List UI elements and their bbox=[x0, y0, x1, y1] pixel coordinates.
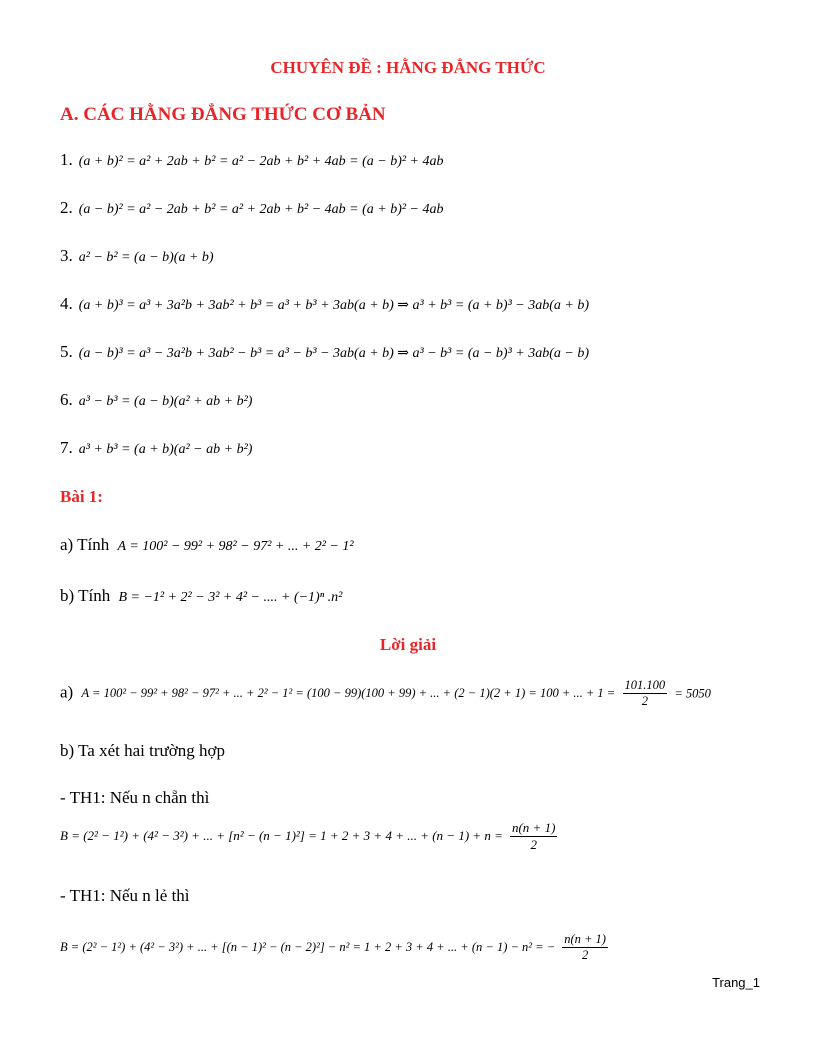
identity-7 bbox=[60, 438, 252, 458]
fraction-numerator: n(n + 1) bbox=[564, 932, 606, 946]
fraction-denominator: 2 bbox=[581, 948, 589, 962]
case-2-expression: B = (2² − 1²) + (4² − 3²) + ... + [(n − 1)² − (n − 2)²] − n² = 1 + 2 + 3 + 4 + ... + (n − 1) − n² = − bbox=[60, 940, 556, 955]
identity-number: 4. bbox=[60, 294, 73, 313]
exercise-a-expression: A = 100² − 99² + 98² − 97² + ... + 2² − 1² bbox=[117, 539, 354, 554]
identity-number: 1. bbox=[60, 150, 73, 169]
solution-a-label: a) bbox=[60, 682, 74, 702]
exercise-b-label: b) Tính bbox=[60, 586, 111, 605]
identity-number: 5. bbox=[60, 342, 73, 361]
fraction-numerator: 101.100 bbox=[624, 678, 666, 692]
identity-expression: a² − b² = (a − b)(a + b) bbox=[78, 250, 214, 265]
identity-number: 6. bbox=[60, 390, 73, 409]
solution-part-a bbox=[60, 678, 711, 709]
exercise-part-b bbox=[60, 586, 342, 606]
fraction-denominator: 2 bbox=[641, 694, 648, 708]
identity-expression: (a − b)² = a² − 2ab + b² = a² + 2ab + b² − 4ab = (a + b)² − 4ab bbox=[78, 202, 444, 217]
fraction-denominator: 2 bbox=[530, 837, 537, 852]
identity-expression: a³ + b³ = (a + b)(a² − ab + b²) bbox=[78, 442, 253, 457]
page-title: CHUYÊN ĐỀ : HẰNG ĐẲNG THỨC bbox=[270, 58, 546, 77]
case-1-formula bbox=[60, 820, 560, 853]
solution-a-result: = 5050 bbox=[674, 686, 711, 701]
exercise-a-label: a) Tính bbox=[60, 535, 110, 554]
page-number: Trang_1 bbox=[712, 975, 760, 990]
identity-number: 7. bbox=[60, 438, 73, 457]
exercise-title: Bài 1: bbox=[60, 487, 103, 506]
case-2-label: - TH1: Nếu n lẻ thì bbox=[60, 886, 190, 905]
case-2-fraction bbox=[562, 932, 608, 963]
identity-2 bbox=[60, 198, 444, 218]
identity-expression: (a + b)² = a² + 2ab + b² = a² − 2ab + b² + 4ab = (a − b)² + 4ab bbox=[78, 154, 444, 169]
identity-3 bbox=[60, 246, 214, 266]
fraction-numerator: n(n + 1) bbox=[511, 820, 556, 835]
case-1-expression: B = (2² − 1²) + (4² − 3²) + ... + [n² − (n − 1)²] = 1 + 2 + 3 + 4 + ... + (n − 1) + n = bbox=[60, 828, 503, 844]
identity-4 bbox=[60, 294, 589, 314]
identity-expression: (a + b)³ = a³ + 3a²b + 3ab² + b³ = a³ + b³ + 3ab(a + b) ⇒ a³ + b³ = (a + b)³ − 3ab(a + b) bbox=[78, 298, 590, 313]
case-1-label: - TH1: Nếu n chẵn thì bbox=[60, 788, 210, 807]
case-1-fraction bbox=[510, 820, 557, 853]
section-heading: A. CÁC HẰNG ĐẲNG THỨC CƠ BẢN bbox=[60, 104, 386, 125]
exercise-part-a bbox=[60, 535, 354, 555]
solution-a-fraction bbox=[623, 678, 668, 709]
identity-6 bbox=[60, 390, 252, 410]
identity-5 bbox=[60, 342, 589, 362]
solution-b-intro: b) Ta xét hai trường hợp bbox=[60, 741, 225, 760]
exercise-b-expression: B = −1² + 2² − 3² + 4² − .... + (−1)ⁿ .n² bbox=[118, 590, 343, 605]
identity-number: 3. bbox=[60, 246, 73, 265]
solution-a-expression: A = 100² − 99² + 98² − 97² + ... + 2² − 1² = (100 − 99)(100 + 99) + ... + (2 − 1)(2 + 1) = 100 + ... + 1 = bbox=[81, 686, 616, 701]
identity-number: 2. bbox=[60, 198, 73, 217]
case-2-formula bbox=[60, 932, 611, 963]
identity-expression: (a − b)³ = a³ − 3a²b + 3ab² − b³ = a³ − b³ − 3ab(a + b) ⇒ a³ − b³ = (a − b)³ + 3ab(a − b) bbox=[78, 346, 590, 361]
solution-title: Lời giải bbox=[379, 635, 437, 654]
identity-1 bbox=[60, 150, 444, 170]
identity-expression: a³ − b³ = (a − b)(a² + ab + b²) bbox=[78, 394, 253, 409]
